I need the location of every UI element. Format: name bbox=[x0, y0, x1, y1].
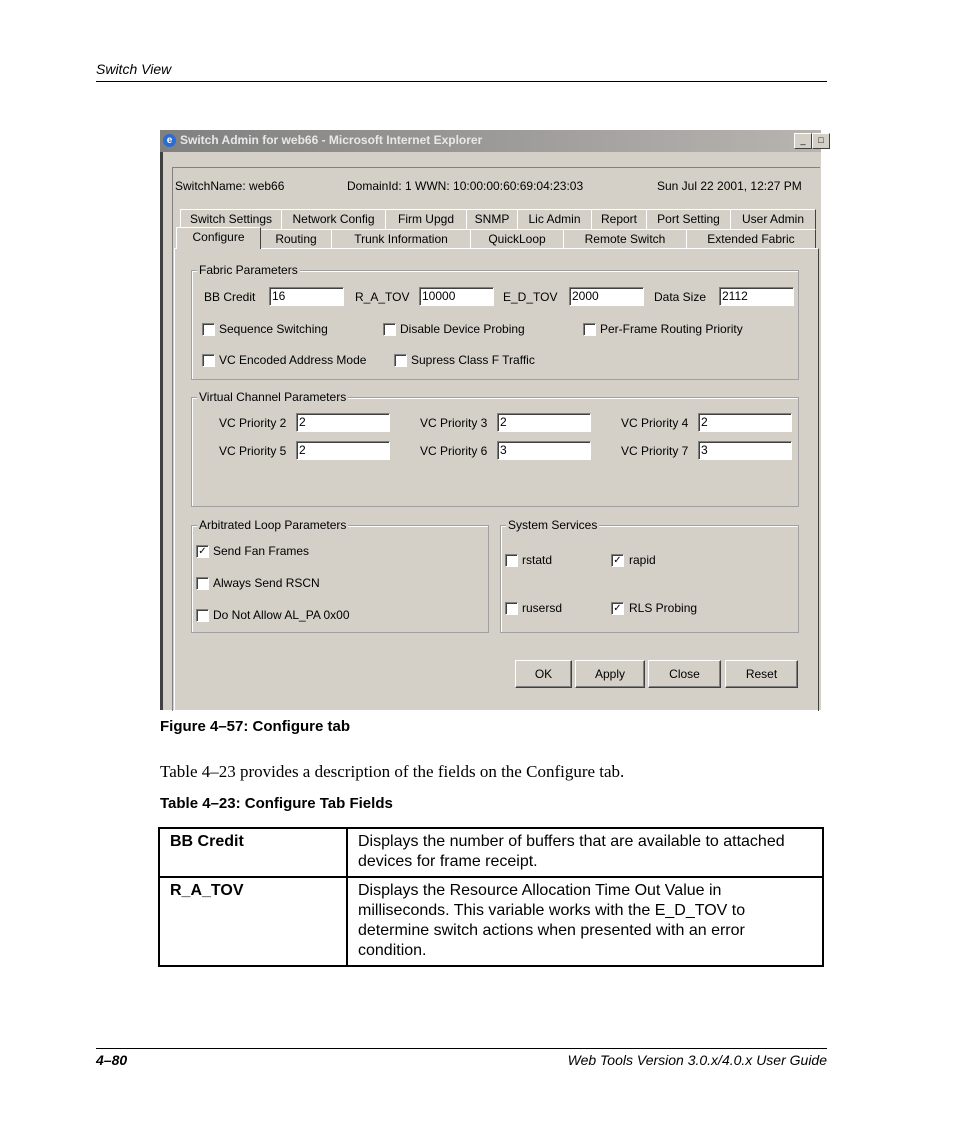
vc-priority-6-label: VC Priority 6 bbox=[420, 444, 488, 458]
virtual-channel-title: Virtual Channel Parameters bbox=[199, 390, 347, 404]
window-titlebar bbox=[160, 130, 824, 152]
ok-button[interactable]: OK bbox=[515, 660, 572, 688]
supress-class-f-label: Supress Class F Traffic bbox=[411, 353, 535, 367]
bb-credit-label: BB Credit bbox=[204, 290, 256, 304]
figure-caption: Figure 4–57: Configure tab bbox=[160, 718, 351, 735]
domain-wwn: DomainId: 1 WWN: 10:00:00:60:69:04:23:03 bbox=[347, 179, 584, 193]
data-size-label: Data Size bbox=[654, 290, 707, 304]
vc-encoded-address-checkbox[interactable] bbox=[202, 354, 215, 367]
ratov-field[interactable] bbox=[419, 287, 494, 306]
ratov-label: R_A_TOV bbox=[355, 290, 410, 304]
vc-priority-3-label: VC Priority 3 bbox=[420, 416, 488, 430]
sequence-switching-label: Sequence Switching bbox=[219, 322, 328, 336]
tab-network-config[interactable]: Network Config bbox=[281, 209, 386, 229]
vc-encoded-address-label: VC Encoded Address Mode bbox=[219, 353, 367, 367]
vc-priority-4-field[interactable] bbox=[698, 413, 792, 432]
per-frame-routing-checkbox[interactable] bbox=[583, 323, 596, 336]
disable-device-probing-checkbox[interactable] bbox=[383, 323, 396, 336]
table-caption: Table 4–23: Configure Tab Fields bbox=[160, 795, 393, 812]
page-number: 4–80 bbox=[96, 1052, 128, 1068]
maximize-button[interactable]: □ bbox=[812, 133, 830, 149]
do-not-allow-alpa-checkbox[interactable] bbox=[196, 609, 209, 622]
vc-priority-2-label: VC Priority 2 bbox=[219, 416, 287, 430]
table-description: Displays the number of buffers that are available to attached devices for frame receipt. bbox=[347, 828, 823, 877]
per-frame-routing-label: Per-Frame Routing Priority bbox=[600, 322, 743, 336]
table-row bbox=[159, 828, 823, 877]
vc-priority-4-label: VC Priority 4 bbox=[621, 416, 689, 430]
header-rule bbox=[96, 81, 827, 82]
tab-port-setting[interactable]: Port Setting bbox=[646, 209, 731, 229]
bb-credit-field[interactable] bbox=[269, 287, 344, 306]
ie-icon: e bbox=[163, 134, 176, 147]
reset-button[interactable]: Reset bbox=[725, 660, 798, 688]
edtov-label: E_D_TOV bbox=[503, 290, 558, 304]
apply-button[interactable]: Apply bbox=[575, 660, 645, 688]
table-description: Displays the Resource Allocation Time Out Value in milliseconds. This variable works with the E_D_TOV to determine switch actions when presented with an error condition. bbox=[347, 877, 823, 966]
rusersd-label: rusersd bbox=[522, 601, 563, 615]
tab-configure[interactable]: Configure bbox=[176, 227, 261, 249]
system-services-title: System Services bbox=[508, 518, 598, 532]
window-edge bbox=[160, 152, 163, 710]
tab-routing[interactable]: Routing bbox=[260, 229, 332, 249]
always-send-rscn-label: Always Send RSCN bbox=[213, 576, 320, 590]
datetime: Sun Jul 22 2001, 12:27 PM bbox=[657, 179, 802, 193]
rls-probing-checkbox[interactable]: ✓ bbox=[611, 602, 624, 615]
vc-priority-6-field[interactable] bbox=[497, 441, 591, 460]
tab-trunk-information[interactable]: Trunk Information bbox=[331, 229, 471, 249]
body-text: Table 4–23 provides a description of the fields on the Configure tab. bbox=[160, 762, 625, 781]
rapid-label: rapid bbox=[629, 553, 656, 567]
edtov-field[interactable] bbox=[569, 287, 644, 306]
rstatd-label: rstatd bbox=[522, 553, 553, 567]
tab-report[interactable]: Report bbox=[591, 209, 647, 229]
table-term: BB Credit bbox=[159, 828, 347, 877]
doc-title: Web Tools Version 3.0.x/4.0.x User Guide bbox=[567, 1052, 827, 1068]
table-term: R_A_TOV bbox=[159, 877, 347, 966]
disable-device-probing-label: Disable Device Probing bbox=[400, 322, 525, 336]
do-not-allow-alpa-label: Do Not Allow AL_PA 0x00 bbox=[213, 608, 350, 622]
tab-switch-settings[interactable]: Switch Settings bbox=[180, 209, 282, 229]
tab-remote-switch[interactable]: Remote Switch bbox=[563, 229, 687, 249]
close-button[interactable]: Close bbox=[648, 660, 721, 688]
fabric-parameters-title: Fabric Parameters bbox=[199, 263, 298, 277]
page-header: Switch View bbox=[96, 61, 172, 77]
tab-quickloop[interactable]: QuickLoop bbox=[470, 229, 564, 249]
tab-snmp[interactable]: SNMP bbox=[466, 209, 518, 229]
configure-fields-table bbox=[158, 827, 824, 967]
supress-class-f-checkbox[interactable] bbox=[394, 354, 407, 367]
tab-firm-upgd[interactable]: Firm Upgd bbox=[385, 209, 467, 229]
table-row bbox=[159, 877, 823, 966]
tab-lic-admin[interactable]: Lic Admin bbox=[517, 209, 592, 229]
vc-priority-5-field[interactable] bbox=[296, 441, 390, 460]
footer-rule bbox=[96, 1048, 827, 1049]
send-fan-frames-checkbox[interactable]: ✓ bbox=[196, 545, 209, 558]
send-fan-frames-label: Send Fan Frames bbox=[213, 544, 310, 558]
data-size-field[interactable] bbox=[719, 287, 794, 306]
window-title: Switch Admin for web66 - Microsoft Internet Explorer bbox=[180, 133, 483, 147]
rls-probing-label: RLS Probing bbox=[629, 601, 698, 615]
vc-priority-5-label: VC Priority 5 bbox=[219, 444, 287, 458]
rusersd-checkbox[interactable] bbox=[505, 602, 518, 615]
vc-priority-7-label: VC Priority 7 bbox=[621, 444, 689, 458]
tab-user-admin[interactable]: User Admin bbox=[730, 209, 816, 229]
vc-priority-3-field[interactable] bbox=[497, 413, 591, 432]
screenshot-window bbox=[160, 130, 824, 710]
always-send-rscn-checkbox[interactable] bbox=[196, 577, 209, 590]
minimize-button[interactable]: _ bbox=[794, 133, 812, 149]
switch-name: SwitchName: web66 bbox=[175, 179, 285, 193]
vc-priority-2-field[interactable] bbox=[296, 413, 390, 432]
tab-extended-fabric[interactable]: Extended Fabric bbox=[686, 229, 816, 249]
vc-priority-7-field[interactable] bbox=[698, 441, 792, 460]
rstatd-checkbox[interactable] bbox=[505, 554, 518, 567]
arbitrated-loop-title: Arbitrated Loop Parameters bbox=[199, 518, 347, 532]
rapid-checkbox[interactable]: ✓ bbox=[611, 554, 624, 567]
system-services-group bbox=[500, 518, 799, 633]
sequence-switching-checkbox[interactable] bbox=[202, 323, 215, 336]
